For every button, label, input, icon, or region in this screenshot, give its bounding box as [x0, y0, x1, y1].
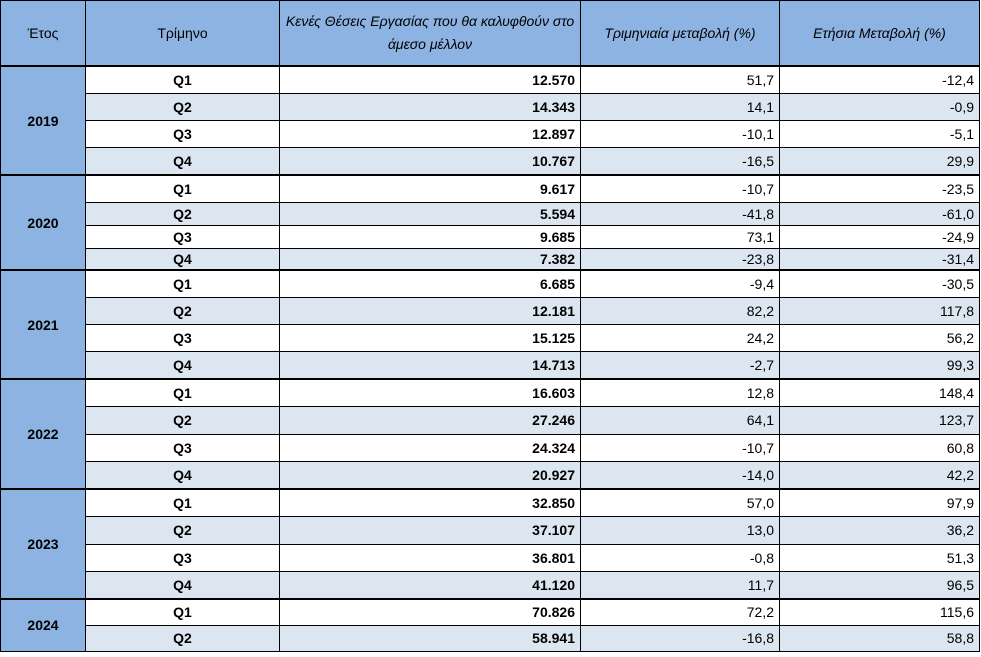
quarter-cell: Q1	[86, 599, 280, 625]
quarter-cell: Q2	[86, 625, 280, 651]
vacancies-cell: 41.120	[280, 571, 581, 599]
header-quarter: Τρίμηνο	[86, 1, 280, 67]
vacancies-cell: 16.603	[280, 379, 581, 406]
table-row	[1, 544, 980, 571]
year-cell: 2024	[1, 599, 86, 651]
table-row	[1, 120, 980, 147]
quarterly-change-cell: 64,1	[581, 406, 780, 434]
quarter-cell: Q3	[86, 434, 280, 461]
annual-change-cell: 117,8	[780, 297, 980, 324]
quarter-cell: Q3	[86, 544, 280, 571]
annual-change-cell: 115,6	[780, 599, 980, 625]
quarterly-change-cell: -0,8	[581, 544, 780, 571]
header-row	[1, 1, 980, 67]
header-vacancies: Κενές Θέσεις Εργασίας που θα καλυφθούν στο άμεσο μέλλον	[280, 1, 581, 67]
vacancies-cell: 24.324	[280, 434, 581, 461]
annual-change-cell: -31,4	[780, 248, 980, 270]
vacancies-cell: 12.181	[280, 297, 581, 324]
table-row	[1, 66, 980, 93]
table-row	[1, 93, 980, 120]
annual-change-cell: 60,8	[780, 434, 980, 461]
table-row	[1, 489, 980, 516]
quarter-cell: Q2	[86, 406, 280, 434]
quarter-cell: Q2	[86, 297, 280, 324]
annual-change-cell: -5,1	[780, 120, 980, 147]
table-row	[1, 461, 980, 489]
vacancies-cell: 9.685	[280, 225, 581, 248]
annual-change-cell: -30,5	[780, 270, 980, 297]
quarterly-change-cell: -16,5	[581, 147, 780, 175]
table-row	[1, 270, 980, 297]
quarterly-change-cell: -9,4	[581, 270, 780, 297]
annual-change-cell: 29,9	[780, 147, 980, 175]
quarter-cell: Q3	[86, 120, 280, 147]
annual-change-cell: -0,9	[780, 93, 980, 120]
table-row	[1, 225, 980, 248]
vacancies-cell: 58.941	[280, 625, 581, 651]
quarterly-change-cell: 73,1	[581, 225, 780, 248]
quarterly-change-cell: 14,1	[581, 93, 780, 120]
vacancies-cell: 14.713	[280, 351, 581, 379]
quarter-cell: Q4	[86, 461, 280, 489]
quarter-cell: Q3	[86, 324, 280, 351]
quarter-cell: Q1	[86, 379, 280, 406]
table-row	[1, 625, 980, 651]
quarter-cell: Q1	[86, 489, 280, 516]
table-row	[1, 406, 980, 434]
quarterly-change-cell: 72,2	[581, 599, 780, 625]
vacancies-cell: 5.594	[280, 202, 581, 225]
vacancies-cell: 7.382	[280, 248, 581, 270]
annual-change-cell: 96,5	[780, 571, 980, 599]
table-row	[1, 379, 980, 406]
quarter-cell: Q2	[86, 93, 280, 120]
year-cell: 2019	[1, 66, 86, 175]
year-cell: 2021	[1, 270, 86, 379]
table-row	[1, 599, 980, 625]
table-row	[1, 202, 980, 225]
annual-change-cell: -12,4	[780, 66, 980, 93]
quarterly-change-cell: -41,8	[581, 202, 780, 225]
year-cell: 2023	[1, 489, 86, 599]
quarterly-change-cell: 51,7	[581, 66, 780, 93]
quarter-cell: Q1	[86, 66, 280, 93]
table-row	[1, 571, 980, 599]
annual-change-cell: 42,2	[780, 461, 980, 489]
quarterly-change-cell: 13,0	[581, 516, 780, 544]
annual-change-cell: 99,3	[780, 351, 980, 379]
table-row	[1, 248, 980, 270]
vacancies-cell: 12.897	[280, 120, 581, 147]
table-row	[1, 147, 980, 175]
annual-change-cell: 51,3	[780, 544, 980, 571]
quarterly-change-cell: -10,1	[581, 120, 780, 147]
table-row	[1, 351, 980, 379]
annual-change-cell: -23,5	[780, 175, 980, 202]
vacancies-cell: 12.570	[280, 66, 581, 93]
table-row	[1, 175, 980, 202]
quarterly-change-cell: -10,7	[581, 175, 780, 202]
quarter-cell: Q4	[86, 147, 280, 175]
quarterly-change-cell: -23,8	[581, 248, 780, 270]
annual-change-cell: 123,7	[780, 406, 980, 434]
annual-change-cell: -24,9	[780, 225, 980, 248]
quarter-cell: Q2	[86, 202, 280, 225]
vacancies-cell: 9.617	[280, 175, 581, 202]
quarterly-change-cell: 12,8	[581, 379, 780, 406]
annual-change-cell: -61,0	[780, 202, 980, 225]
vacancies-cell: 36.801	[280, 544, 581, 571]
table-row	[1, 324, 980, 351]
quarterly-change-cell: -16,8	[581, 625, 780, 651]
quarter-cell: Q1	[86, 175, 280, 202]
year-cell: 2022	[1, 379, 86, 489]
table-row	[1, 516, 980, 544]
quarter-cell: Q4	[86, 351, 280, 379]
vacancies-cell: 15.125	[280, 324, 581, 351]
quarterly-change-cell: -10,7	[581, 434, 780, 461]
annual-change-cell: 56,2	[780, 324, 980, 351]
quarter-cell: Q1	[86, 270, 280, 297]
vacancies-cell: 27.246	[280, 406, 581, 434]
quarter-cell: Q3	[86, 225, 280, 248]
table-header	[1, 1, 980, 67]
quarterly-change-cell: -14,0	[581, 461, 780, 489]
quarterly-change-cell: 57,0	[581, 489, 780, 516]
annual-change-cell: 97,9	[780, 489, 980, 516]
annual-change-cell: 58,8	[780, 625, 980, 651]
vacancies-cell: 20.927	[280, 461, 581, 489]
quarter-cell: Q4	[86, 571, 280, 599]
header-year: Έτος	[1, 1, 86, 67]
quarterly-change-cell: -2,7	[581, 351, 780, 379]
table-row	[1, 297, 980, 324]
quarterly-change-cell: 11,7	[581, 571, 780, 599]
vacancies-cell: 70.826	[280, 599, 581, 625]
header-quarterly-change: Τριμηνιαία μεταβολή (%)	[581, 1, 780, 67]
vacancies-cell: 6.685	[280, 270, 581, 297]
table-body	[1, 66, 980, 651]
quarter-cell: Q2	[86, 516, 280, 544]
quarterly-change-cell: 82,2	[581, 297, 780, 324]
quarterly-change-cell: 24,2	[581, 324, 780, 351]
vacancies-cell: 32.850	[280, 489, 581, 516]
header-annual-change: Ετήσια Μεταβολή (%)	[780, 1, 980, 67]
year-cell: 2020	[1, 175, 86, 270]
vacancies-cell: 37.107	[280, 516, 581, 544]
vacancies-cell: 14.343	[280, 93, 581, 120]
quarter-cell: Q4	[86, 248, 280, 270]
annual-change-cell: 148,4	[780, 379, 980, 406]
annual-change-cell: 36,2	[780, 516, 980, 544]
table-row	[1, 434, 980, 461]
vacancies-cell: 10.767	[280, 147, 581, 175]
